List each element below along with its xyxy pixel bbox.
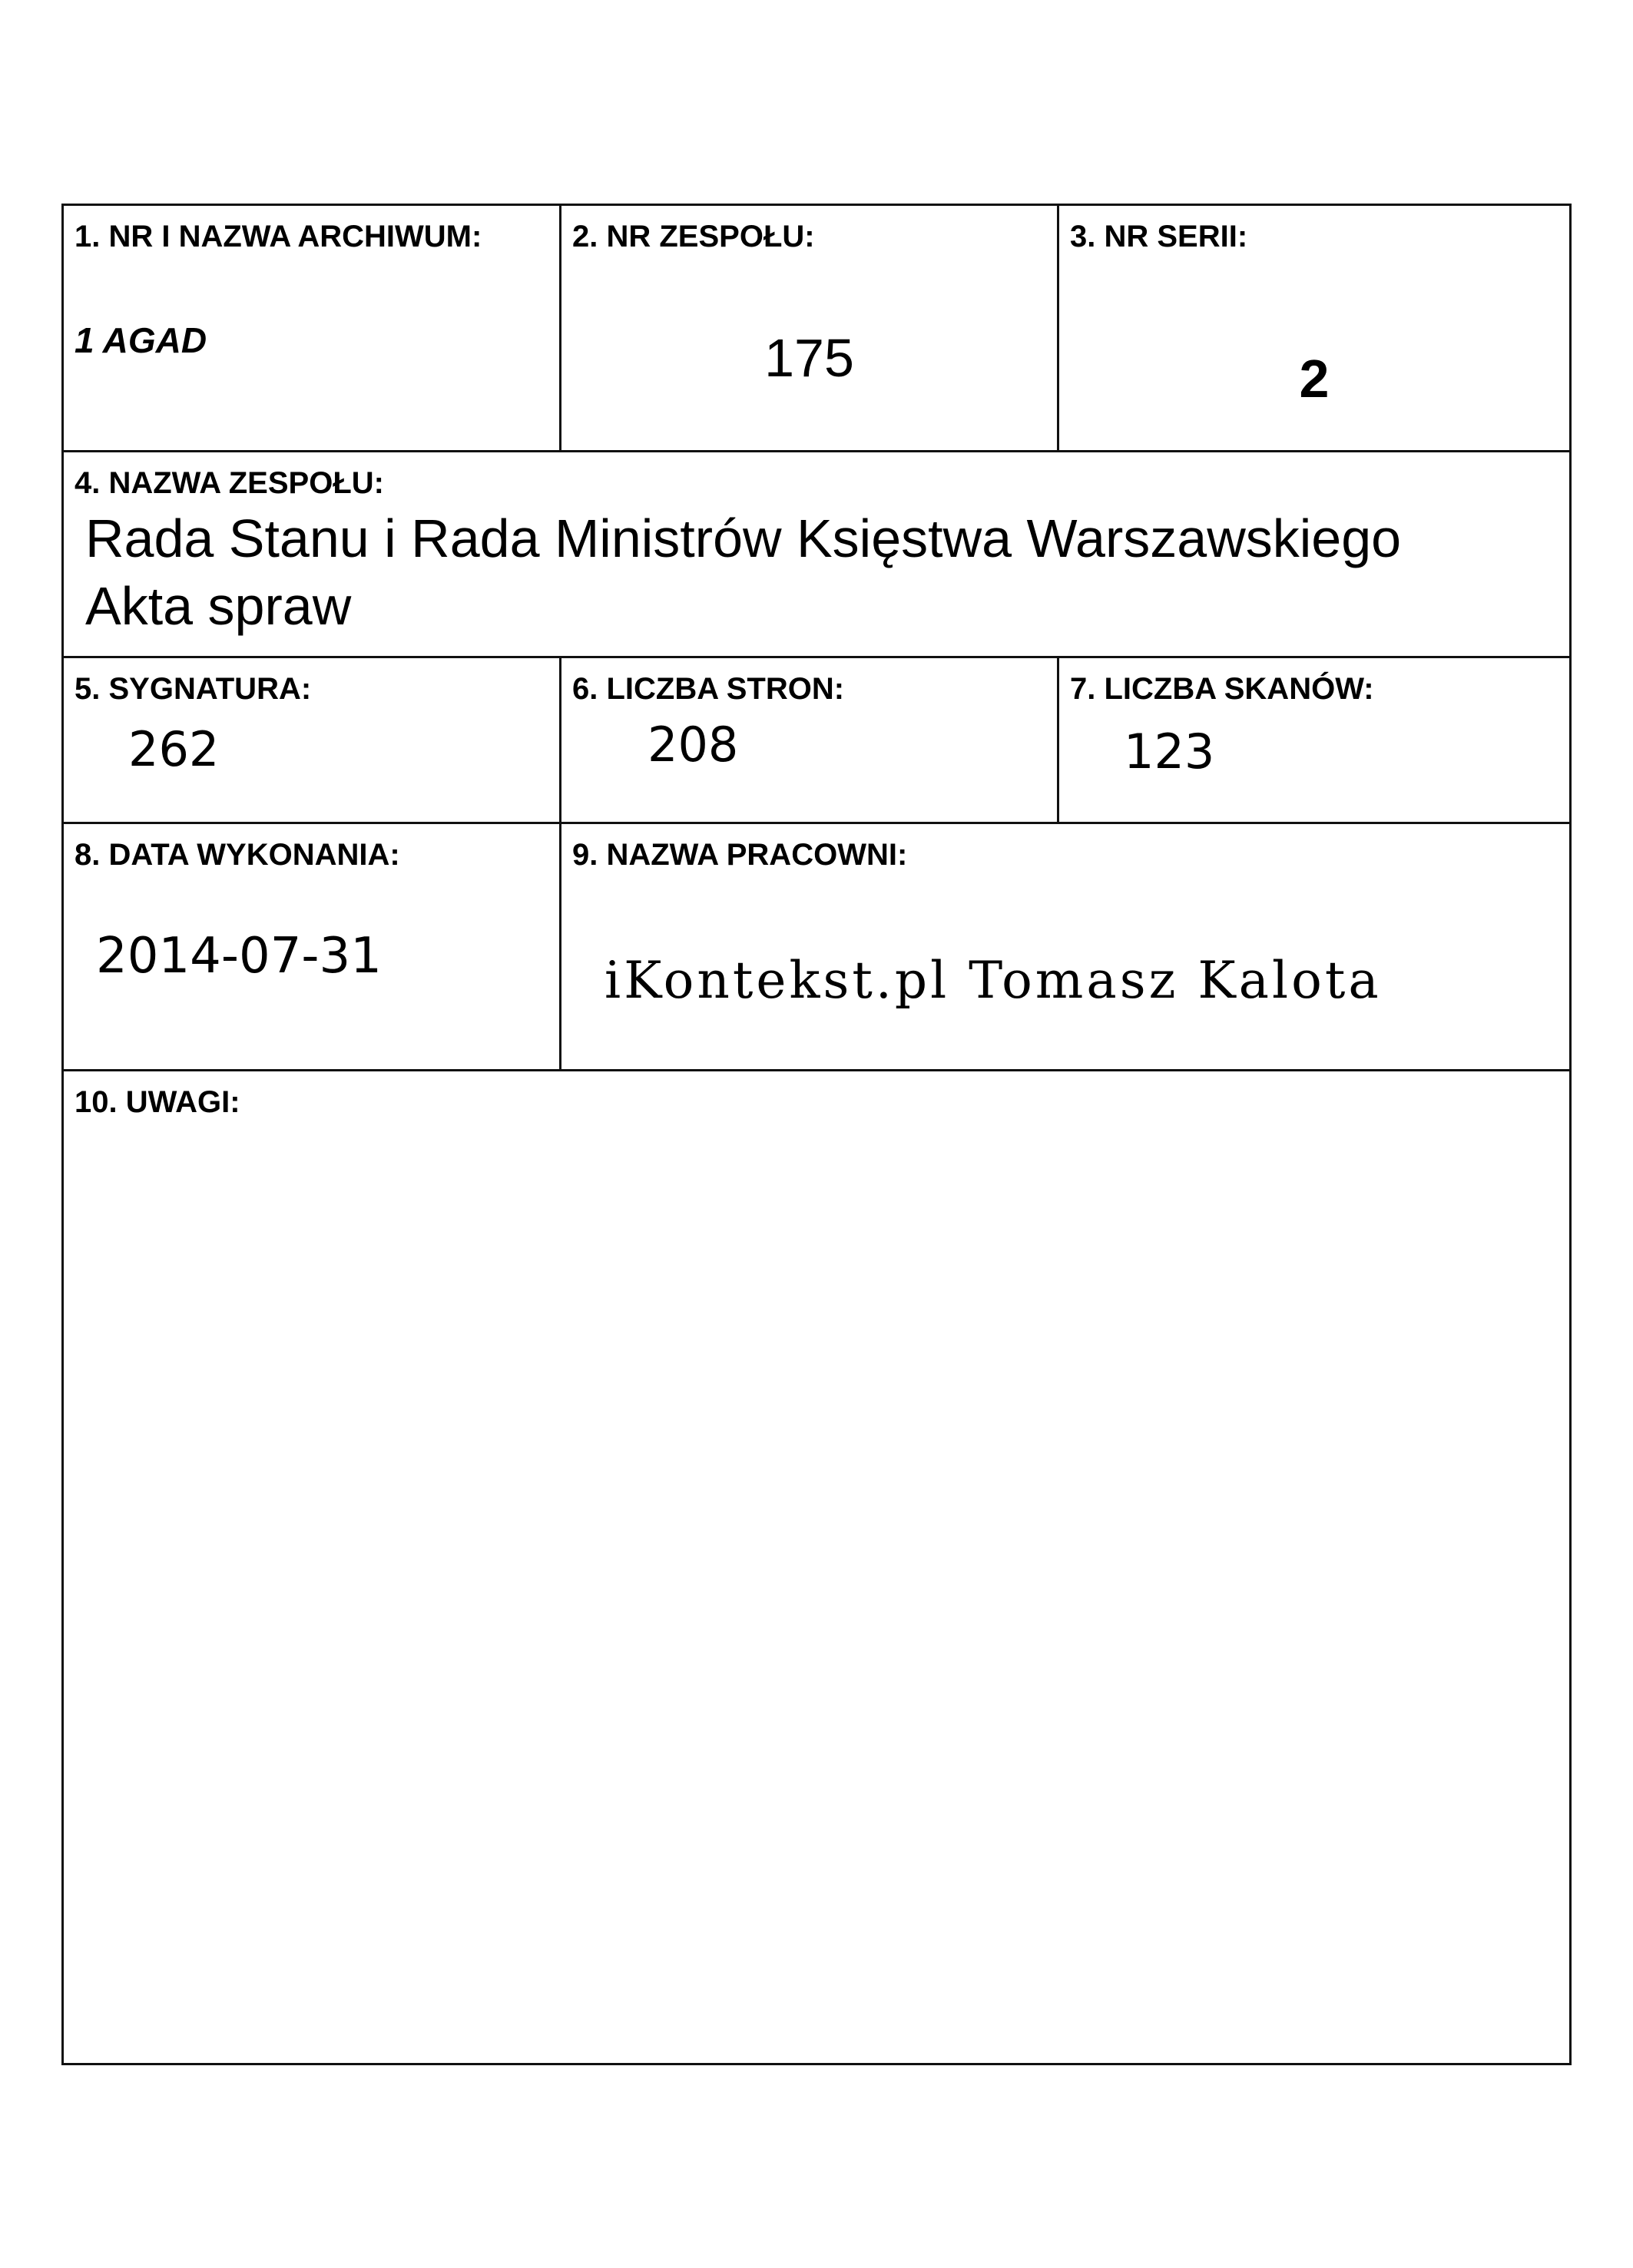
series-number-cell bbox=[1059, 206, 1569, 452]
scan-count-label: 7. LICZBA SKANÓW: bbox=[1070, 672, 1374, 706]
page-count-value: 208 bbox=[648, 717, 739, 773]
remarks-cell bbox=[64, 1071, 1569, 2063]
remarks-label: 10. UWAGI: bbox=[75, 1085, 240, 1119]
series-number-value: 2 bbox=[1299, 349, 1330, 409]
signature-cell bbox=[64, 658, 561, 824]
page-count-label: 6. LICZBA STRON: bbox=[572, 672, 845, 706]
series-number-label: 3. NR SERII: bbox=[1070, 220, 1248, 253]
date-cell bbox=[64, 824, 561, 1071]
fonds-number-label: 2. NR ZESPOŁU: bbox=[572, 220, 815, 253]
fonds-name-cell bbox=[64, 452, 1569, 658]
page-count-cell bbox=[561, 658, 1059, 824]
fonds-number-value: 175 bbox=[764, 328, 854, 388]
metadata-form bbox=[61, 204, 1572, 2065]
workshop-value: iKontekst.pl Tomasz Kalota bbox=[605, 951, 1382, 1010]
workshop-label: 9. NAZWA PRACOWNI: bbox=[572, 838, 908, 872]
archive-value: 1 AGAD bbox=[75, 320, 207, 360]
signature-value: 262 bbox=[128, 721, 220, 777]
date-value: 2014-07-31 bbox=[96, 928, 382, 985]
scan-count-value: 123 bbox=[1124, 723, 1215, 780]
workshop-cell bbox=[561, 824, 1569, 1071]
archive-label: 1. NR I NAZWA ARCHIWUM: bbox=[75, 220, 482, 253]
date-label: 8. DATA WYKONANIA: bbox=[75, 838, 400, 872]
archive-cell bbox=[64, 206, 561, 452]
scan-count-cell bbox=[1059, 658, 1569, 824]
signature-label: 5. SYGNATURA: bbox=[75, 672, 312, 706]
fonds-name-line-2: Akta spraw bbox=[85, 576, 352, 636]
fonds-name-label: 4. NAZWA ZESPOŁU: bbox=[75, 466, 384, 500]
fonds-number-cell bbox=[561, 206, 1059, 452]
fonds-name-line-1: Rada Stanu i Rada Ministrów Księstwa Warszawskiego bbox=[85, 508, 1402, 568]
